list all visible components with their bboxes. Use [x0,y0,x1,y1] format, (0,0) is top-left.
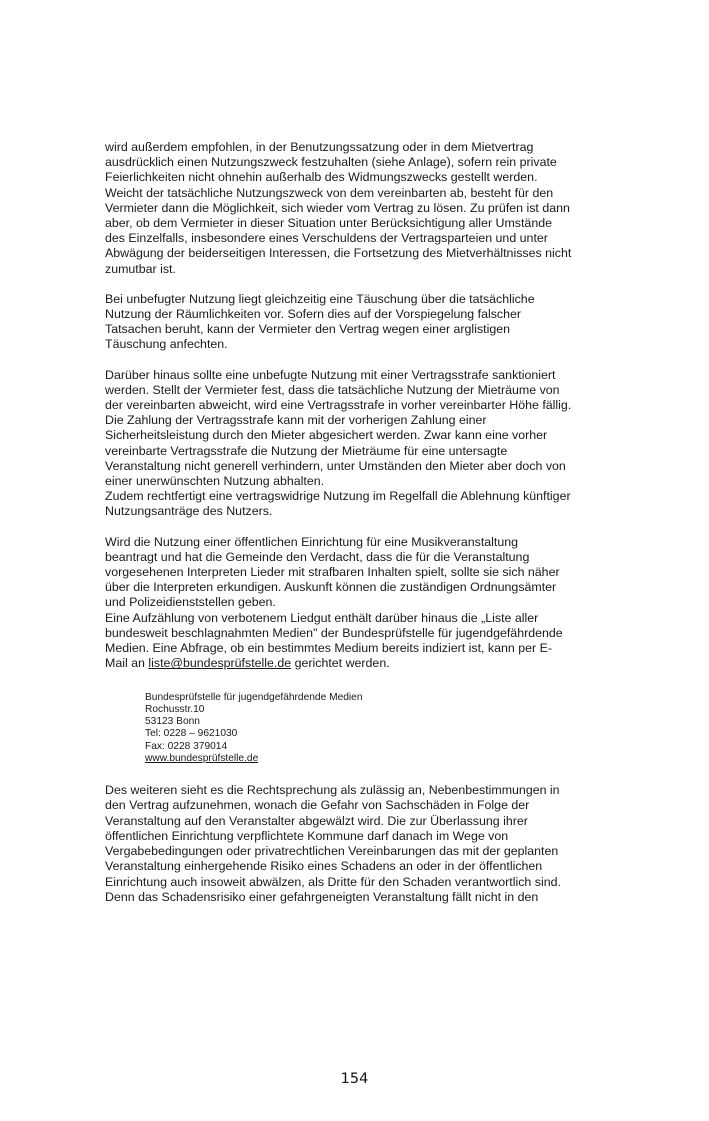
text-line: Eine Aufzählung von verbotenem Liedgut enthält darüber hinaus die „Liste aller [105,610,539,625]
text-line: vereinbarte Vertragsstrafe die Nutzung der Mieträume für eine untersagte [105,443,508,458]
text-line: und Polizeidienststellen geben. [105,595,276,610]
text-line: des Einzelfalls, insbesondere eines Verschuldens der Vertragsparteien und unter [105,231,548,246]
address-block [145,692,597,766]
text-line: Feierlichkeiten nicht ohnehin außerhalb des Widmungszwecks gestellt werden. [105,170,538,185]
text-line: Medien. Eine Abfrage, ob ein bestimmtes Medium bereits indiziert ist, kann per E- [105,641,552,656]
text-line: Vergabebedingungen oder privatrechtlichen Vereinbarungen das mit der geplanten [105,844,559,859]
text-line: bundesweit beschlagnahmten Medien" der Bundesprüfstelle für jugendgefährdende [105,625,563,640]
text-line: öffentlichen Einrichtung verpflichtete Kommune darf danach im Wege von [105,828,509,843]
text-line: aber, ob dem Vermieter in dieser Situation unter Berücksichtigung aller Umstände [105,216,552,231]
text-line: über die Interpreten erkundigen. Auskunft können die zuständigen Ordnungsämter [105,580,557,595]
text-line: Täuschung anfechten. [105,337,228,352]
text-line: Abwägung der beiderseitigen Interessen, die Fortsetzung des Mietverhältnisses nicht [105,246,572,261]
text-line: Bei unbefugter Nutzung liegt gleichzeitig eine Täuschung über die tatsächliche [105,291,535,306]
email-suffix-text: gerichtet werden. [291,656,390,671]
paragraph-damage-risk [105,783,597,905]
text-line: zumutbar ist. [105,261,176,276]
text-line: Tatsachen beruht, kann der Vermieter den Vertrag wegen einer arglistigen [105,322,511,337]
address-fax: Fax: 0228 379014 [145,740,228,752]
text-line: beantragt und hat die Gemeinde den Verdacht, dass die für die Veranstaltung [105,549,530,564]
paragraph-deception [105,292,597,353]
address-city: 53123 Bonn [145,716,200,728]
address-phone: Tel: 0228 – 9621030 [145,728,238,740]
address-name: Bundesprüfstelle für jugendgefährdende Medien [145,691,363,703]
document-body [105,140,597,905]
email-prefix-text: Mail an [105,656,149,671]
text-line: Sicherheitsleistung durch den Mieter abgesichert werden. Zwar kann eine vorher [105,428,548,443]
paragraph-usage-purpose [105,140,597,277]
address-street: Rochusstr.10 [145,703,205,715]
text-line: Veranstaltung auf den Veranstalter abgewälzt wird. Die zur Überlassung ihrer [105,813,528,828]
text-line-with-email [105,656,597,671]
text-line: Darüber hinaus sollte eine unbefugte Nutzung mit einer Vertragsstrafe sanktioniert [105,367,556,382]
text-line: Veranstaltung nicht generell verhindern, unter Umständen den Mieter aber doch von [105,458,566,473]
text-line: der vereinbarten abweicht, wird eine Vertragsstrafe in vorher vereinbarter Höhe fällig. [105,398,572,413]
text-line: werden. Stellt der Vermieter fest, dass die tatsächliche Nutzung der Mieträume von [105,382,560,397]
text-line: Wird die Nutzung einer öffentlichen Einrichtung für eine Musikveranstaltung [105,534,519,549]
text-line: den Vertrag aufzunehmen, wonach die Gefahr von Sachschäden in Folge der [105,798,530,813]
email-link[interactable]: liste@bundesprüfstelle.de [148,656,292,671]
text-line: Veranstaltung einhergehende Risiko eines Schadens an oder in der öffentlichen [105,859,543,874]
text-line: Weicht der tatsächliche Nutzungszweck von dem vereinbarten ab, besteht für den [105,185,554,200]
text-line: Zudem rechtfertigt eine vertragswidrige Nutzung im Regelfall die Ablehnung künftiger [105,489,571,504]
text-line: einer unerwünschten Nutzung abhalten. [105,474,325,489]
text-line: Nutzungsanträge des Nutzers. [105,504,273,519]
text-line: Nutzung der Räumlichkeiten vor. Sofern dies auf der Vorspiegelung falscher [105,307,522,322]
text-line: Vermieter dann die Möglichkeit, sich wieder vom Vertrag zu lösen. Zu prüfen ist dann [105,200,570,215]
page-number: 154 [340,1071,369,1087]
website-link[interactable]: www.bundesprüfstelle.de [145,752,259,764]
text-line: Einrichtung auch insoweit abwälzen, als Dritte für den Schaden verantwortlich sind. [105,874,561,889]
paragraph-contract-penalty [105,368,597,520]
text-line: wird außerdem empfohlen, in der Benutzungssatzung oder in dem Mietvertrag [105,140,534,154]
text-line: vorgesehenen Interpreten Lieder mit strafbaren Inhalten spielt, sollte sie sich näher [105,565,560,580]
text-line: Die Zahlung der Vertragsstrafe kann mit der vorherigen Zahlung einer [105,413,487,428]
text-line: Denn das Schadensrisiko einer gefahrgeneigten Veranstaltung fällt nicht in den [105,889,539,904]
text-line: ausdrücklich einen Nutzungszweck festzuhalten (siehe Anlage), sofern rein private [105,155,557,170]
paragraph-music-events [105,535,597,672]
text-line: Des weiteren sieht es die Rechtsprechung als zulässig an, Nebenbestimmungen in [105,783,560,798]
